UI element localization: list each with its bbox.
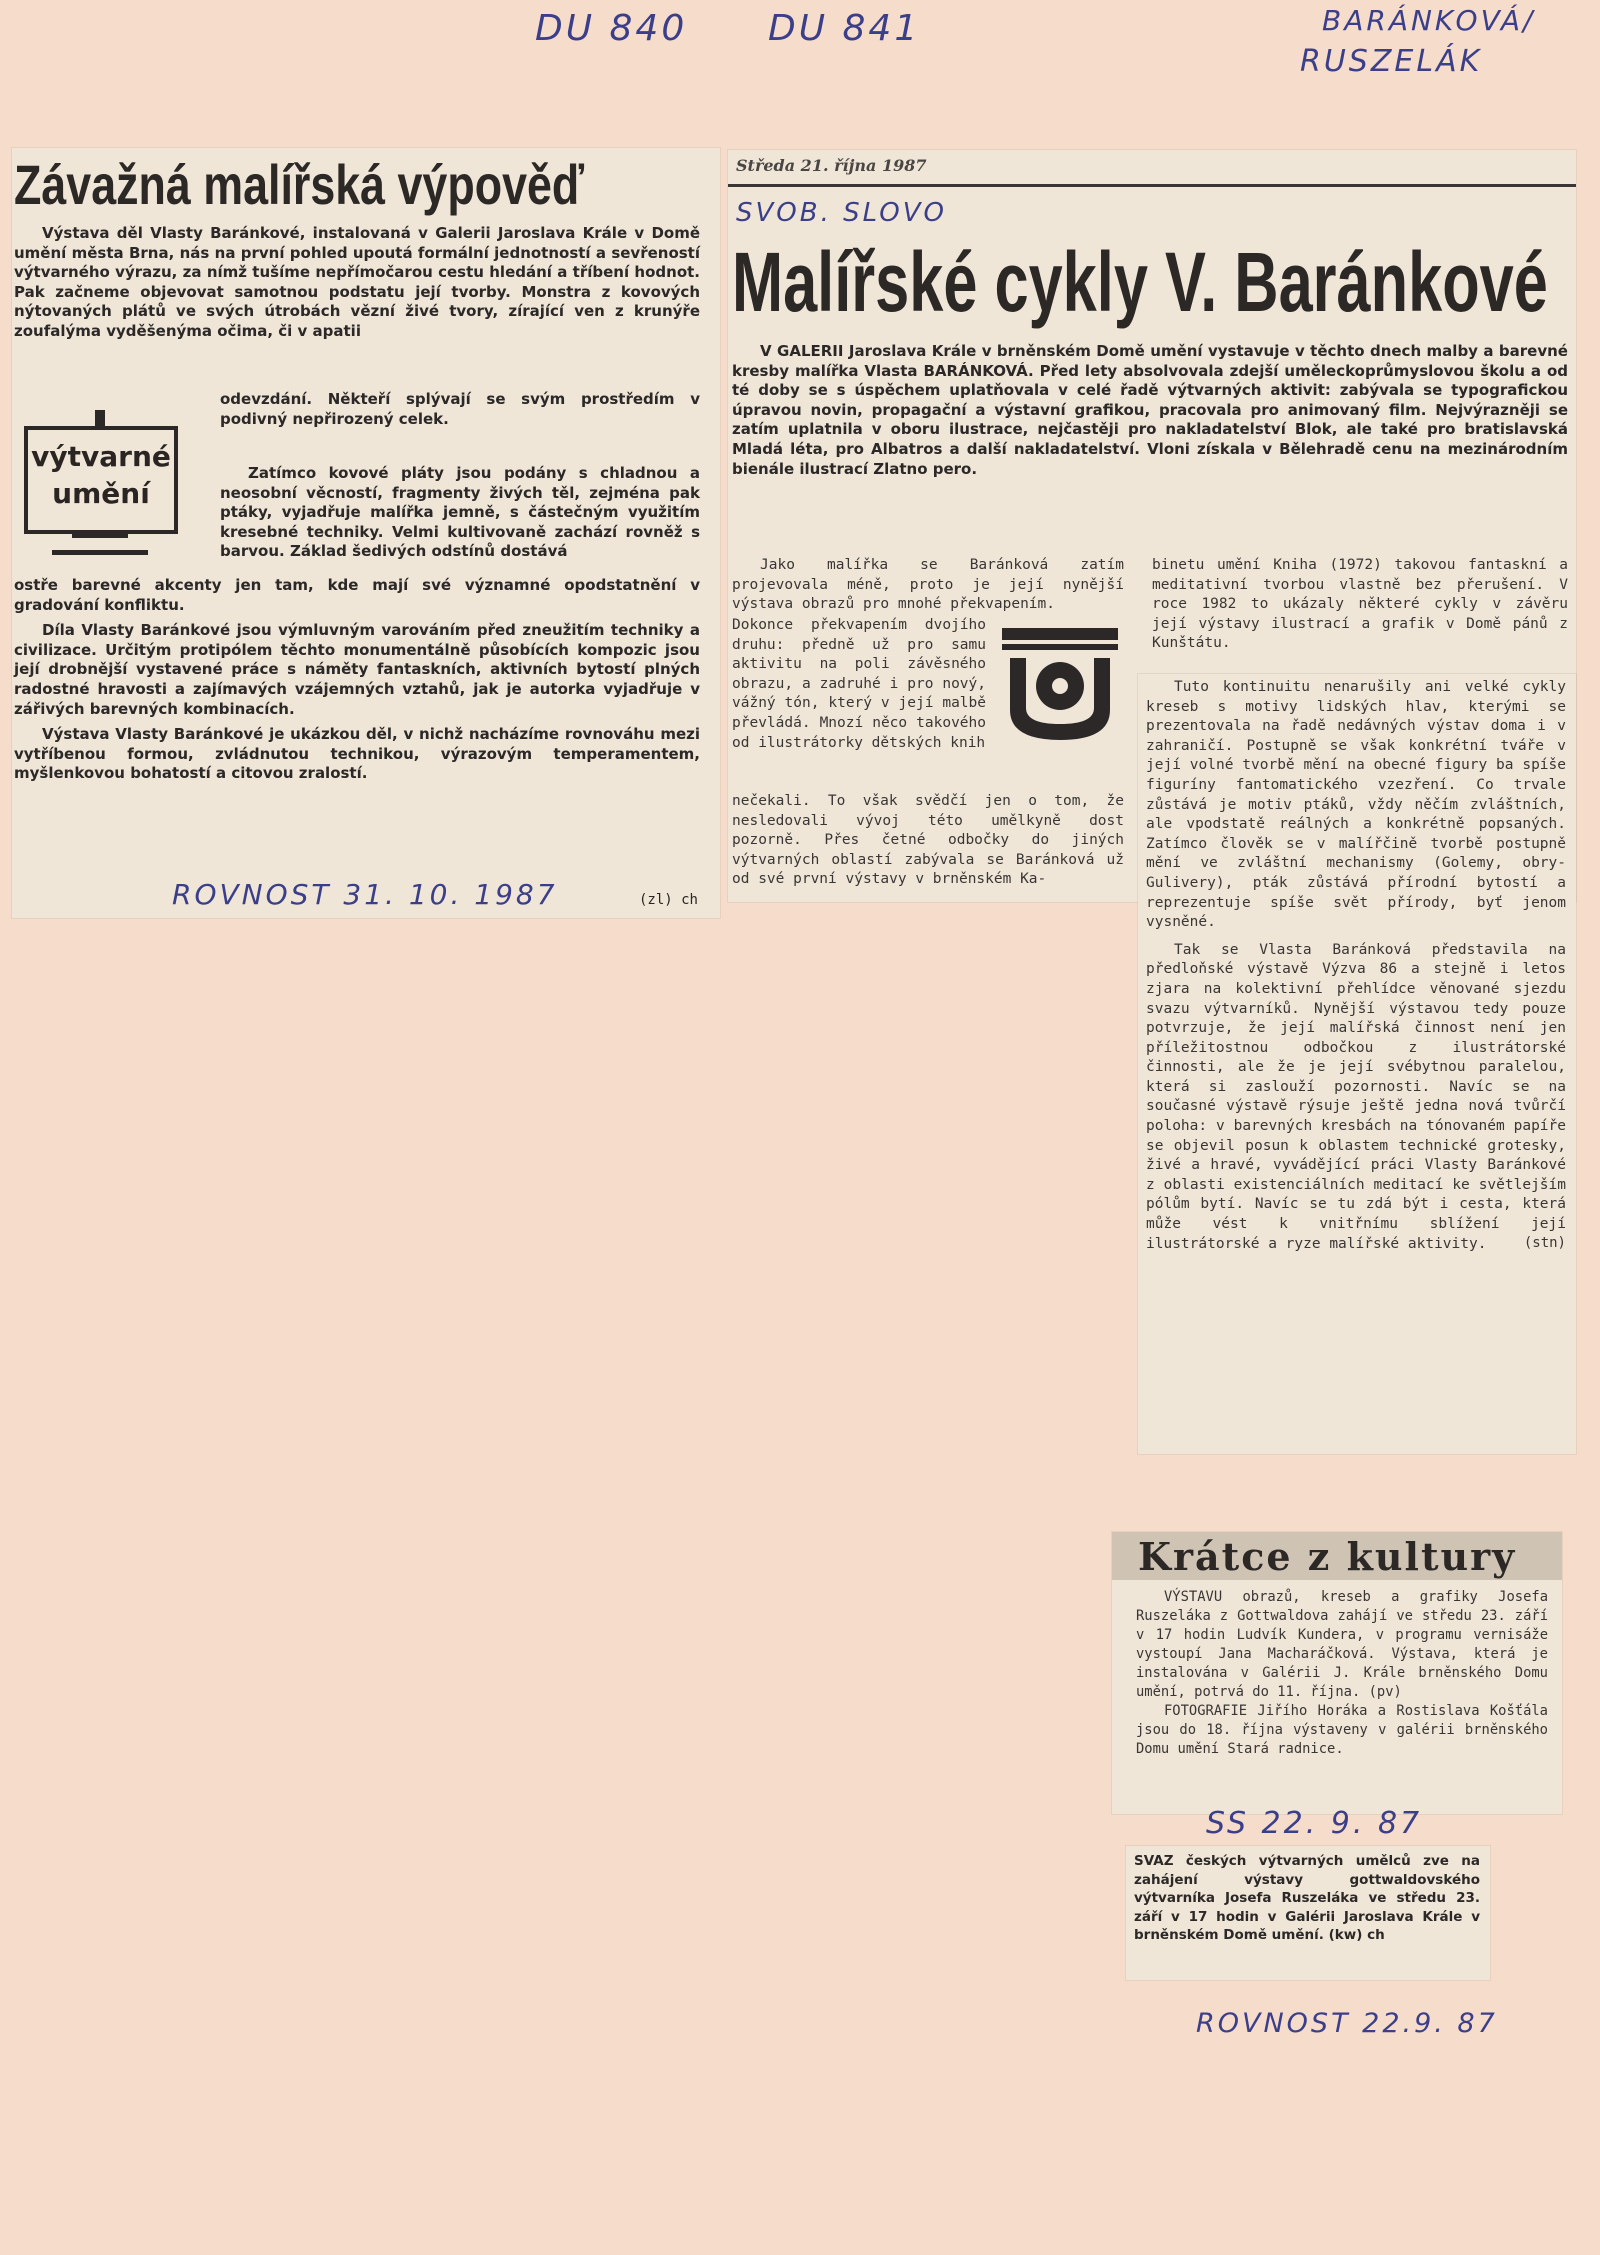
names-note-1: BARÁNKOVÁ/	[1322, 4, 1536, 37]
names-note-2: RUSZELÁK	[1300, 44, 1483, 79]
article3-para2: FOTOGRAFIE Jiřího Horáka a Rostislava Košťála jsou do 18. října výstaveny v galérii brněnského Domu umění Stará radnice.	[1136, 1703, 1548, 1757]
article2-headline: Malířské cykly V. Baránkové	[732, 235, 1548, 329]
source-ss-1987: SS 22. 9. 87	[1206, 1806, 1423, 1841]
article2-col1-top: Jako malířka se Baránková zatím projevovala méně, proto je její nynější výstava obrazů pro mnohé překvapením.	[732, 557, 1124, 613]
source-rovnost-22-9-87: ROVNOST 22.9. 87	[1196, 2008, 1498, 2039]
article2-col2-c: Tak se Vlasta Baránková představila na předloňské výstavě Výzva 86 a stejně i letos zjara na kolektivní přehlídce věnované sjezdu svazu výtvarníků. Nynější výstavou tedy pouze potvrzuje, že její malířská činnost není jen příležitostnou odbočkou z ilustrátorské činnosti, ale že je její svébytnou paralelou, která si zaslouží pozornosti. Navíc se na současné výstavě rýsuje ještě jedna nová tvůrčí poloha: v barevných kresbách na tónovaném papíře se objevil posun k oblastem technické grotesky, živé a hravé, vyvádějící práci Vlasty Baránkové z oblasti existenciálních meditací ke světlejším pólům bytí. Navíc se tu zdá být i cesta, která může vést k vnitřnímu sblížení její ilustrátorské a ryze malířské aktivity.	[1146, 941, 1566, 1252]
logo-top-knob	[95, 410, 105, 426]
vytvarne-umeni-logo	[12, 410, 188, 560]
source-rovnost-1987: ROVNOST 31. 10. 1987	[172, 878, 558, 911]
exhibition-logo	[996, 624, 1124, 748]
article2-col1-full: nečekali. To však svědčí jen o tom, že nesledovali vývoj této umělkyně dost pozorně. Přes četné odbočky do jiných výtvarných oblastí zabývala se Baránková už od své první výstavy v brněnském Ka-	[732, 793, 1124, 888]
article2-lead: V GALERII Jaroslava Krále v brněnském Domě umění vystavuje v těchto dnech malby a barevné kresby malířka Vlasta BARÁNKOVÁ. Před lety absolvovala zdejší uměleckoprůmyslovou školu a od té doby se s úspěchem uplatňovala v celé řadě výtvarných aktivit: zabývala se typografickou úpravou novin, propagační a výstavní grafikou, pracovala pro animovaný film. Nejvýrazněji se zatím uplatnila v oboru ilustrace, nejčastěji pro nakladatelství Blok, ale také pro bratislavská Mladá léta, pro Albatros a další nakladatelství. Vloni získala v Bělehradě cenu na mezinárodním bienále ilustrací Zlatno pero.	[732, 342, 1568, 478]
logo-word-2: umění	[52, 477, 150, 510]
article1-body-block	[14, 576, 700, 784]
article2-lead-block	[732, 342, 1568, 479]
article1-para3: Díla Vlasty Baránkové jsou výmluvným varováním před zneužitím techniky a civilizace. Určitým protipólem těchto monumentálně působících kompozic jsou její drobnější vystavené práce s náměty fantaskních, aktivních bytostí plných radostné hravosti a zajímavých vzájemných vztahů, jak je autorka vyjadřuje v zářivých barevných kombinacích.	[14, 621, 700, 718]
logo-frame	[24, 426, 178, 534]
article2-col2-bc-block	[1146, 678, 1566, 1254]
article3-para1: VÝSTAVU obrazů, kreseb a grafiky Josefa Ruszeláka z Gottwaldova zahájí ve středu 23. září v 17 hodin Ludvík Kundera, v programu vernisáže vystoupí Jana Macharáčková. Výstava, která je instalována v Galérii J. Krále brněnského Domu umění, potrvá do 11. října. (pv)	[1136, 1589, 1548, 1700]
article1-lead-block	[14, 224, 700, 342]
article1-signature: (zl) ch	[638, 892, 698, 908]
article2-col2-a: binetu umění Kniha (1972) takovou fantaskní a meditativní tvorbou vlastně bez přerušení. V roce 1982 to ukázaly některé cykly v závěru její výstavy ilustrací a grafik v Domě pánů z Kunštátu.	[1152, 557, 1568, 652]
article1-lead-cont-block	[220, 390, 700, 429]
article1-lead-cont: odevzdání. Někteří splývají se svým prostředím v podivný nepřirozený celek.	[220, 390, 700, 428]
article1-para4: Výstava Vlasty Baránkové je ukázkou děl, v nichž nacházíme rovnováhu mezi vytříbenou formou, zvládnutou technikou, výrazovým temperamentem, myšlenkovou bohatostí a citovou zralostí.	[14, 725, 700, 783]
clipping-zavazna-malirska-vypoved	[12, 148, 720, 918]
clipping-svaz-ceskych	[1126, 1846, 1490, 1980]
article2-col2-b: Tuto kontinuitu nenarušily ani velké cykly kreseb s motivy lidských hlav, kterými se prezentovala na řadě nedávných výstav doma i v zahraničí. Postupně se však konkrétní tváře v její volné tvorbě mění na obecné figury ba spíše figuríny fantomatického vzezření. Co trvale zůstává je motiv ptáků, vždy něčím zvláštních, ale vpodstatě reálných a konkrétně popsaných. Zatímco člověk se v malířčině tvorbě postupně mění ve zvláštní mechanismy (Golemy, obry-Gulivery), pták zůstává přírodní bytostí a reprezentuje spíše svět přírody, byť jenom vysněné.	[1146, 679, 1566, 931]
logo-header-bar	[1002, 628, 1118, 640]
article3-body-block	[1136, 1588, 1548, 1759]
article2-signature: (stn)	[1523, 1235, 1566, 1252]
article2-col1-wrap: Dokonce překvapením dvojího druhu: předně už pro samu aktivitu na poli závěsného obrazu, a zadruhé i pro nový, vážný tón, který v její malbě převládá. Mnozí něco takového od ilustrátorky dětských knih	[732, 617, 986, 751]
article2-col1-top-block	[732, 556, 1124, 615]
ref-number-1: DU 840	[535, 8, 688, 49]
logo-stand	[72, 534, 128, 538]
article1-para2-wrap: Zatímco kovové pláty jsou podány s chladnou a neosobní věcností, fragmenty živých těl, zejména pak ptáky, vyjadřuje malířka jemně, s částečným využitím kresebné techniky. Velmi kultivovaně zachází rovněž s barvou. Základ šedivých odstínů dostává	[220, 464, 700, 561]
article1-headline: Závažná malířská výpověď	[14, 153, 585, 216]
logo-header-bar-2	[1002, 644, 1118, 650]
article4-body-block	[1134, 1852, 1480, 1945]
article4-text: SVAZ českých výtvarných umělců zve na zahájení výstavy gottwaldovského výtvarníka Josefa Ruszeláka ve středu 23. září v 17 hodin v Galérii Jaroslava Krále v brněnském Domě umění. (kw) ch	[1134, 1853, 1480, 1944]
article1-para2-full: ostře barevné akcenty jen tam, kde mají své významné opodstatnění v gradování konfliktu.	[14, 576, 700, 614]
article1-para2-wrap-block	[220, 464, 700, 562]
article2-col1-wrap-block	[732, 616, 986, 753]
article2-col2-a-block	[1152, 556, 1568, 654]
article2-dateline-rule	[728, 184, 1576, 187]
article2-col1-full-block	[732, 792, 1124, 890]
article2-dateline: Středa 21. října 1987	[736, 156, 927, 175]
exhibition-logo-graphic	[996, 624, 1124, 748]
article3-headline: Krátce z kultury	[1138, 1534, 1517, 1579]
article1-lead: Výstava děl Vlasty Baránkové, instalovaná v Galerii Jaroslava Krále v Domě umění města Brna, nás na první pohled upoutá formální jednotností a sevřeností výtvarného výrazu, za nímž tušíme nepřímočarou cestu hledání a tříbení hodnot. Pak začneme objevovat samotnou podstatu její tvorby. Monstra z kovových nýtovaných plátů ve svých útrobách vězní živé tvory, zírající ven z krunýře zoufalýma vyděšenýma očima, či v apatii	[14, 224, 700, 340]
logo-circle-inner	[1052, 678, 1068, 694]
clipping-kratce-z-kultury	[1112, 1532, 1562, 1814]
ref-number-2: DU 841	[768, 8, 921, 49]
logo-stand-base	[52, 550, 148, 555]
logo-word-1: výtvarné	[31, 440, 171, 473]
clipping-malirske-cykly-cont	[1138, 674, 1576, 1454]
source-svob-slovo: SVOB. SLOVO	[736, 198, 948, 228]
